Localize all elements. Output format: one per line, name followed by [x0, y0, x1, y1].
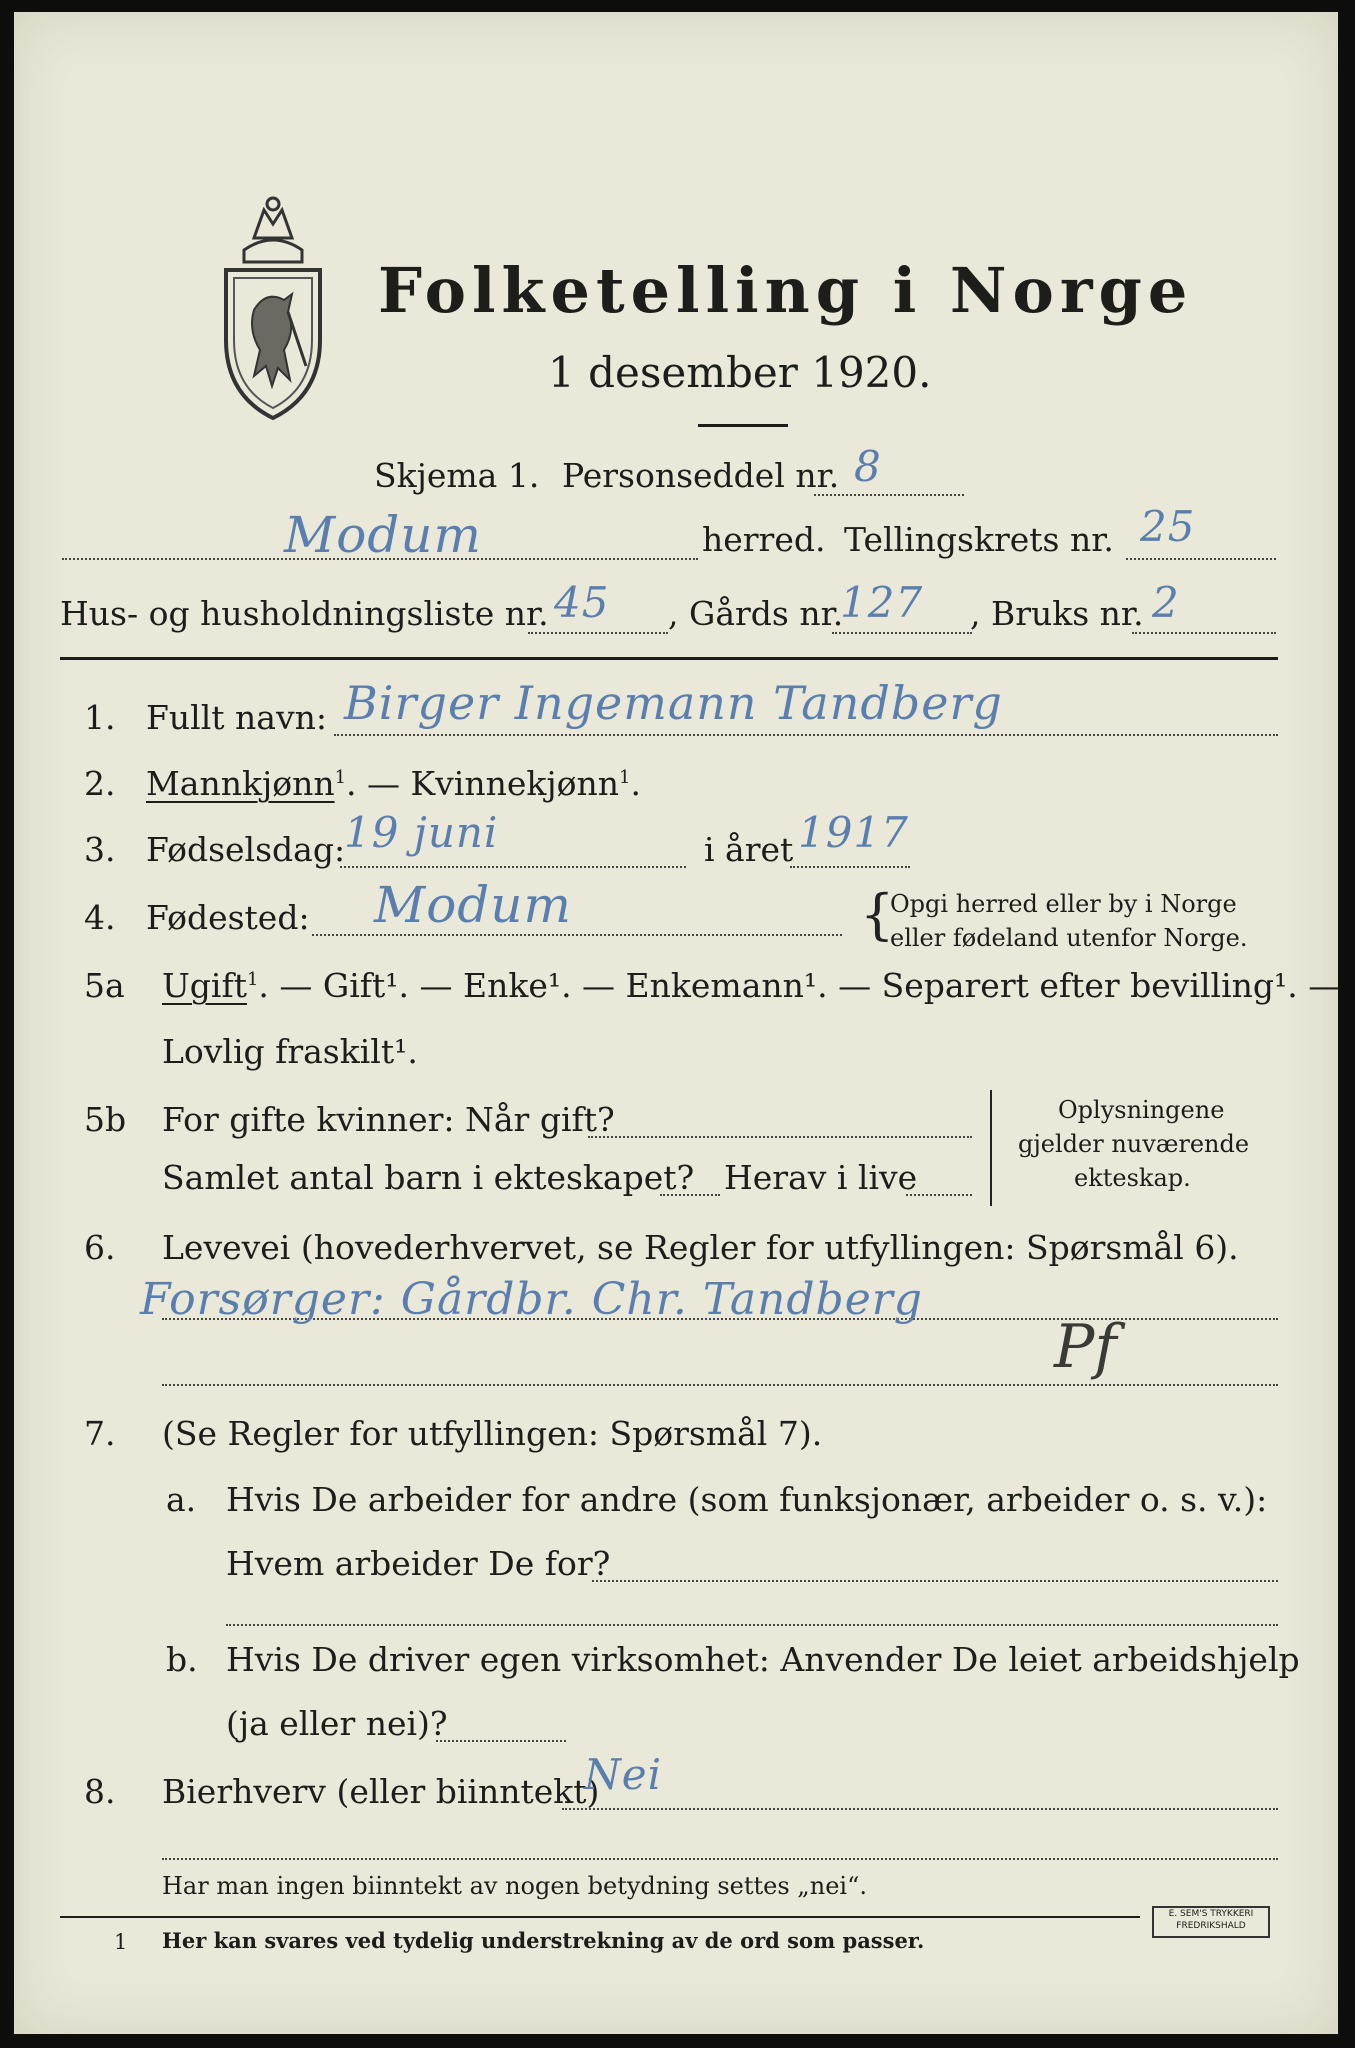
q7a-number: a. [166, 1480, 197, 1519]
q5a-options: Ugift$^1$. — Gift¹. — Enke¹. — Enkemann¹. — Separert efter bevilling¹. — [162, 966, 1342, 1005]
herred-value: Modum [284, 506, 482, 564]
bruks-value: 2 [1152, 578, 1180, 627]
unmarried-option: Ugift [162, 966, 247, 1005]
q7b-number: b. [166, 1640, 198, 1679]
q2-gender: Mannkjønn$^1$. — Kvinnekjønn$^1$. [146, 764, 641, 803]
q1-number: 1. [84, 698, 116, 737]
occupation-value: Forsørger: Gårdbr. Chr. Tandberg [140, 1274, 923, 1325]
q7a-label: Hvis De arbeider for andre (som funksjonær, arbeider o. s. v.): [226, 1480, 1268, 1519]
q7a-label-2: Hvem arbeider De for? [226, 1544, 611, 1583]
tellingskrets-label: Tellingskrets nr. [844, 520, 1114, 559]
year-label: i året [704, 830, 794, 869]
q4-number: 4. [84, 898, 116, 937]
q4-note-2: eller fødeland utenfor Norge. [890, 924, 1248, 952]
examiner-initials: Pf [1054, 1312, 1117, 1382]
q7b-label: Hvis De driver egen virksomhet: Anvender De leiet arbeidshjelp [226, 1640, 1300, 1679]
bruks-label: , Bruks nr. [970, 594, 1144, 633]
q8-label: Bierhverv (eller biinntekt) [162, 1772, 600, 1811]
birthdate-value: 19 juni [344, 808, 499, 857]
full-name-value: Birger Ingemann Tandberg [344, 676, 1003, 730]
q1-label: Fullt navn: [146, 698, 327, 737]
personseddel-label: Personseddel nr. [562, 456, 840, 495]
q5b-note-2: gjelder nuværende [1018, 1130, 1250, 1158]
q5a-number: 5a [84, 966, 125, 1005]
q7-number: 7. [84, 1414, 116, 1453]
norwegian-coat-of-arms-icon [214, 190, 332, 422]
q6-label: Levevei (hovederhvervet, se Regler for utfyllingen: Spørsmål 6). [162, 1228, 1239, 1267]
q5b-note-1: Oplysningene [1058, 1096, 1225, 1124]
birthplace-value: Modum [374, 876, 572, 934]
schema-label: Skjema 1. [374, 456, 540, 495]
q5b-number: 5b [84, 1100, 127, 1139]
census-form: Folketelling i Norge 1 desember 1920. Skjema 1. Personseddel nr. 8 Modum herred. Tellingskrets nr. 25 Hus- og husholdningsliste nr. 45 , Gårds nr. 127 , Bruks nr. 2 1. Fullt navn: Birger Ingemann Tandberg 2. Mannkjønn$^1$. — Kvinnekjønn$^1$. 3. Fødselsdag: 19 juni i året 1917 4. Fødested: Modum { Opgi herred eller by i Norge eller fødeland utenfor Norge. 5a Ugift$^1$. — Gift¹. — Enke¹. — Enkemann¹. — Separert efter bevilling¹. — Lovlig fraskilt¹. 5b For gifte kvinner: Når gift? Samlet antal barn i ekteskapet? Herav i live Oplysningene gjelder nuværende ekteskap. 6. Levevei (hovederhvervet, se Regler for utfyllingen: Spørsmål 6). Forsørger: Gårdbr. Chr. Tandberg Pf 7. (Se Regler for utfyllingen: Spørsmål 7). a. Hvis De arbeider for andre (som funksjonær, arbeider o. s. v.): Hvem arbeider De for? b. Hvis De driver egen virksomhet: Anvender De leiet arbeidshjelp (ja eller nei)? 8. Bierhverv (eller biinntekt) Nei Har man ingen biinntekt av nogen betydning settes „nei“. 1 Her kan svares ved tydelig understrekning av de ord som passer. E. SEM'S TRYKKERI FREDRIKSHALD [14, 12, 1338, 2034]
q4-note-1: Opgi herred eller by i Norge [890, 890, 1237, 918]
gards-label: , Gårds nr. [668, 594, 844, 633]
side-income-value: Nei [584, 1750, 663, 1799]
q5b-label-2: Samlet antal barn i ekteskapet? [162, 1158, 695, 1197]
female-option: Kvinnekjønn [410, 764, 620, 803]
census-date: 1 desember 1920. [548, 348, 932, 397]
q3-number: 3. [84, 830, 116, 869]
herred-label: herred. [702, 520, 826, 559]
q3-label: Fødselsdag: [146, 830, 346, 869]
q5b-note-3: ekteskap. [1074, 1164, 1191, 1192]
husliste-value: 45 [554, 578, 610, 627]
footnote-text: Her kan svares ved tydelig understrekning av de ord som passer. [162, 1928, 925, 1953]
q5a-line2: Lovlig fraskilt¹. [162, 1032, 418, 1071]
gards-value: 127 [840, 578, 924, 627]
q7b-label-2: (ja eller nei)? [226, 1704, 448, 1743]
personseddel-value: 8 [854, 442, 882, 491]
q5b-label-3: Herav i live [724, 1158, 918, 1197]
q8-number: 8. [84, 1772, 116, 1811]
printer-mark: E. SEM'S TRYKKERI FREDRIKSHALD [1152, 1906, 1270, 1938]
q6-number: 6. [84, 1228, 116, 1267]
male-option: Mannkjønn [146, 764, 335, 803]
footnote-number: 1 [114, 1930, 128, 1954]
q4-label: Fødested: [146, 898, 310, 937]
birth-year-value: 1917 [798, 808, 909, 857]
q5b-label-1: For gifte kvinner: Når gift? [162, 1100, 615, 1139]
tellingskrets-value: 25 [1140, 502, 1196, 551]
q2-number: 2. [84, 764, 116, 803]
husliste-label: Hus- og husholdningsliste nr. [60, 594, 549, 633]
q7-label: (Se Regler for utfyllingen: Spørsmål 7). [162, 1414, 823, 1453]
q8-note: Har man ingen biinntekt av nogen betydning settes „nei“. [162, 1872, 867, 1900]
form-title: Folketelling i Norge [378, 254, 1194, 327]
